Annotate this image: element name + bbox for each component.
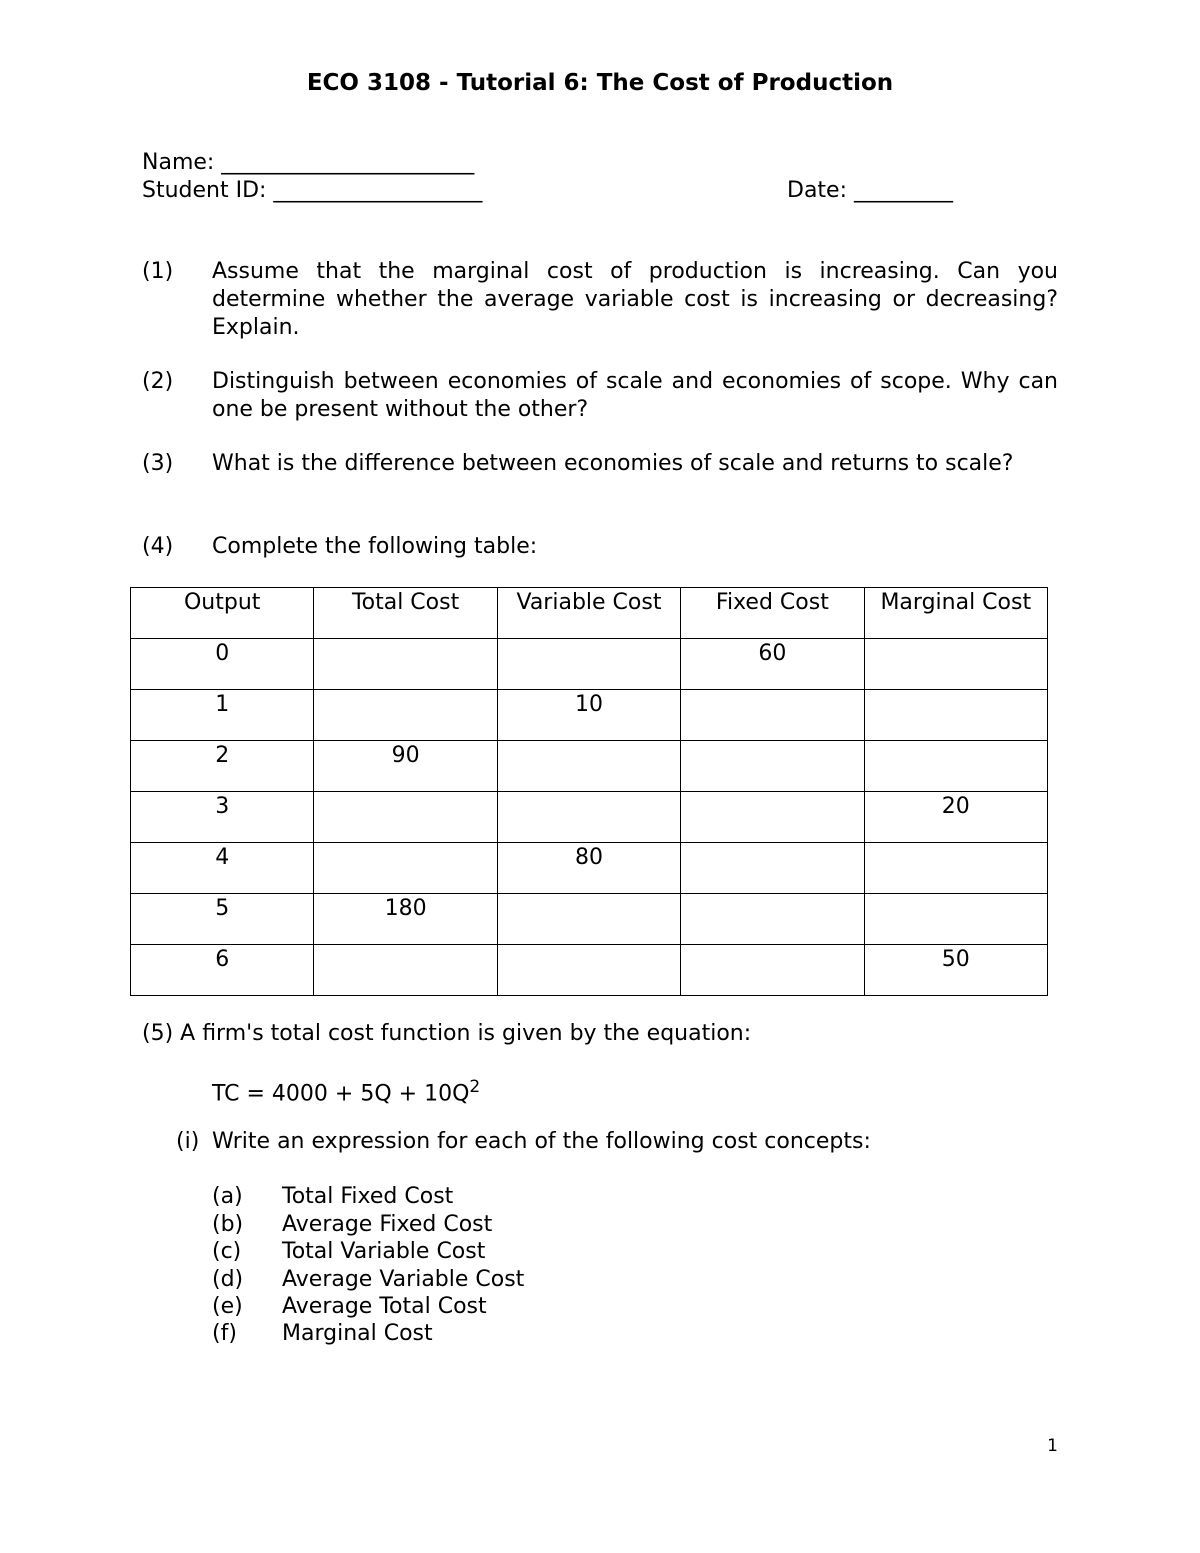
item-e-text: Average Total Cost (282, 1294, 487, 1319)
question-2-number: (2) (142, 369, 174, 394)
name-field: Name: _______________________ (142, 150, 475, 175)
table-cell: 90 (314, 741, 497, 792)
table-header-row (131, 588, 1048, 639)
table-cell (314, 639, 497, 690)
table-cell: 4 (131, 843, 314, 894)
item-b-text: Average Fixed Cost (282, 1212, 493, 1237)
question-4-number: (4) (142, 534, 174, 559)
item-f-text: Marginal Cost (282, 1321, 433, 1346)
table-cell (497, 792, 680, 843)
table-cell (314, 690, 497, 741)
table-cell: 6 (131, 945, 314, 996)
part-i-label: (i) (176, 1129, 200, 1154)
table-cell (864, 741, 1047, 792)
table-cell (314, 792, 497, 843)
item-f-label: (f) (212, 1321, 237, 1346)
table-row (131, 639, 1048, 690)
question-3-text: What is the difference between economies of scale and returns to scale? (212, 451, 1014, 476)
table-cell: 50 (864, 945, 1047, 996)
table-cell (864, 639, 1047, 690)
item-d-text: Average Variable Cost (282, 1267, 525, 1292)
table-cell (681, 792, 864, 843)
item-e-label: (e) (212, 1294, 243, 1319)
header-total-cost: Total Cost (314, 588, 497, 639)
table-row (131, 792, 1048, 843)
table-cell (864, 843, 1047, 894)
item-a-text: Total Fixed Cost (282, 1184, 454, 1209)
item-c-text: Total Variable Cost (282, 1239, 486, 1264)
table-cell: 180 (314, 894, 497, 945)
table-cell: 2 (131, 741, 314, 792)
table-row (131, 690, 1048, 741)
header-marginal-cost: Marginal Cost (864, 588, 1047, 639)
table-cell: 80 (497, 843, 680, 894)
table-cell (681, 741, 864, 792)
item-a-label: (a) (212, 1184, 243, 1209)
table-cell: 20 (864, 792, 1047, 843)
table-row (131, 843, 1048, 894)
cost-table (130, 587, 1048, 996)
table-cell (497, 741, 680, 792)
equation-base: TC = 4000 + 5Q + 10Q (212, 1081, 470, 1107)
item-d-label: (d) (212, 1267, 244, 1292)
table-cell: 3 (131, 792, 314, 843)
table-cell (864, 894, 1047, 945)
table-cell: 5 (131, 894, 314, 945)
item-b-label: (b) (212, 1212, 244, 1237)
table-cell: 1 (131, 690, 314, 741)
header-output: Output (131, 588, 314, 639)
page-number: 1 (1047, 1436, 1058, 1456)
table-row (131, 945, 1048, 996)
part-i-text: Write an expression for each of the following cost concepts: (212, 1129, 871, 1154)
question-1-number: (1) (142, 259, 174, 284)
question-1-text: Assume that the marginal cost of production is increasing. Can you determine whether the average variable cost is increasing or decreasing? Explain. (212, 259, 1058, 340)
equation-exponent: 2 (469, 1077, 481, 1097)
table-cell (314, 945, 497, 996)
table-row (131, 894, 1048, 945)
table-cell (681, 843, 864, 894)
date-field: Date: _________ (787, 178, 953, 203)
table-cell: 60 (681, 639, 864, 690)
table-cell (497, 639, 680, 690)
table-row (131, 741, 1048, 792)
student-id-field: Student ID: ___________________ (142, 178, 483, 203)
table-cell (497, 894, 680, 945)
page-title: ECO 3108 - Tutorial 6: The Cost of Production (306, 70, 894, 96)
question-3-number: (3) (142, 451, 174, 476)
table-cell (314, 843, 497, 894)
table-cell (681, 945, 864, 996)
table-cell (681, 690, 864, 741)
table-cell: 10 (497, 690, 680, 741)
item-c-label: (c) (212, 1239, 242, 1264)
table-cell (681, 894, 864, 945)
cost-equation (212, 1073, 480, 1108)
table-cell (864, 690, 1047, 741)
question-2-text: Distinguish between economies of scale and economies of scope. Why can one be present without the other? (212, 369, 1058, 422)
header-fixed-cost: Fixed Cost (681, 588, 864, 639)
table-cell (497, 945, 680, 996)
question-5-text: (5) A firm's total cost function is given by the equation: (142, 1021, 752, 1046)
question-4-text: Complete the following table: (212, 534, 538, 559)
header-variable-cost: Variable Cost (497, 588, 680, 639)
table-cell: 0 (131, 639, 314, 690)
